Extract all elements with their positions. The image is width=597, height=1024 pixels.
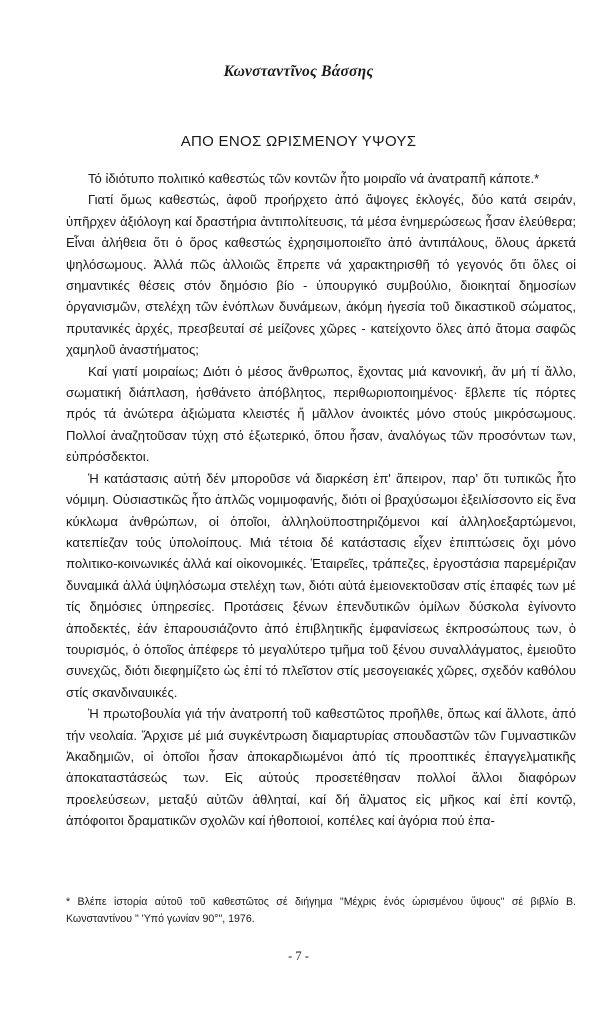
author-name: Κωνσταντῖνος Βάσσης — [223, 63, 374, 80]
paragraph: Τό ἰδιότυπο πολιτικό καθεστώς τῶν κοντῶν ἦτο μοιραῖο νά ἀνατραπῆ κάποτε.* — [88, 171, 540, 186]
paragraph: Ἡ πρωτοβουλία γιά τήν ἀνατροπή τοῦ καθεστῶτος προῆλθε, ὅπως καί ἄλλοτε, ἀπό τήν νεολαία. Ἄρχισε μέ μιά συγκέντρωση διαμαρτυρίας σπουδαστῶν τῶν Γυμναστικῶν Ἀκαδημιῶν, οἱ ὁποῖοι ἦσαν ἀποκαρδιωμένοι ἀπό τίς προοπτικές ἐπαγγελματικῆς ἀποκαταστάσεώς των. Εἰς αὐτούς προσετέθησαν πολλοί ἄλλοι διαφόρων προελεύσεων, μεταξύ αὐτῶν ἀθληταί, καί δή ἅλματος εἰς μῆκος καί ἐπί κοντῷ, ἀπόφοιτοι δραματικῶν σχολῶν καί ἠθοποιοί, κοπέλες καί ἀγόρια πού ἐπα- — [66, 706, 576, 829]
paragraph: Καί γιατί μοιραίως; Διότι ὁ μέσος ἄνθρωπος, ἔχοντας μιά κανονική, ἄν μή τί ἄλλο, σωματική διάπλαση, ἠσθάνετο ἀπόβλητος, περιθωριοποιημένος· ἔβλεπε τίς πόρτες πρός τά ἀνώτερα ἀξιώματα κλειστές ἤ μᾶλλον ἀνοικτές μόνο στούς μικρόσωμους. Πολλοί ἀναζητοῦσαν τύχη στό ἐξωτερικό, ὅπου ἦσαν, ἀναλόγως τῶν προσόντων των, εὐπρόσδεκτοι. — [66, 363, 576, 465]
footnote: * Βλέπε ἱστορία αὐτοῦ τοῦ καθεστῶτος σέ διήγημα "Μέχρις ἑνός ὡρισμένου ὕψους" σέ βιβλίο Β. Κωνσταντίνου " 'Υπό γωνίαν 90°", 1976. — [66, 896, 576, 925]
paragraph: Ἡ κατάστασις αὐτή δέν μποροῦσε νά διαρκέση ἐπ' ἄπειρον, παρ' ὅτι τυπικῶς ἦτο νόμιμη. Οὐσιαστικῶς ἦτο ἁπλῶς νομιμοφανής, διότι οἱ βραχύσωμοι ἐξειλίσσοντο εἰς ἕνα κύκλωμα ἀνθρώπων, οἱ ὁποῖοι, ἀλληλοϋποστηριζόμενοι καί ἀλληλοεξαρτώμενοι, κατεπίεζαν τούς ὑπολοίπους. Μιά τέτοια δέ κατάστασις εἶχεν ἐπιπτώσεις ὄχι μόνο πολιτικο-κοινωνικές ἀλλά καί οἰκονομικές. Ἑταιρεῖες, τράπεζες, ἐργοστάσια παρεμέριζαν δυναμικά ἀλλά ὑψηλόσωμα στελέχη των, διότι αὐτά ἐμειονεκτοῦσαν στίς ἐπαφές των μέ τίς δημόσιες ὑπηρεσίες. Προτάσεις ξένων ἐπενδυτικῶν ὁμίλων δύσκολα ἐγίνοντο ἀποδεκτές, ἐάν ἐπαρουσιάζοντο ἀπό ἐπιβλητικῆς ἐμφανίσεως ἐκπροσώπους των, ὁ τουρισμός, ὁ ὁποῖος ἀπέφερε τό μεγαλύτερο τμῆμα τοῦ ξένου συναλλάγματος, ἐμειοῦτο συνεχῶς, διότι διεφημίζετο ὡς ἐπί τό πλεῖστον στίς μεσογειακές χῶρες, σχεδόν καθόλου στίς σκανδιναυικές. — [66, 470, 576, 700]
body-text — [66, 168, 576, 832]
page-number: - 7 - — [288, 949, 309, 963]
paragraph: Γιατί ὅμως καθεστώς, ἀφοῦ προήρχετο ἀπό ἄψογες ἐκλογές, δύο κατά σειράν, ὑπῆρχεν ἀξιόλογη καί δραστήρια ἀντιπολίτευσις, τά μέσα ἐνημερώσεως ἦσαν ἐλεύθερα; Εἶναι ἀλήθεια ὅτι ὁ ὅρος καθεστώς ἐχρησιμοποιεῖτο ἀπό ἀντιπάλους, ὅλους ἀρκετά ψηλόσωμους. Ἀλλά πῶς ἀλλοιῶς ἔπρεπε νά χαρακτηρισθῆ τό γεγονός ὅτι ὅλες οἱ σημαντικές θέσεις στόν δημόσιο βίο - ὑπουργικό συμβούλιο, διοικηταί δημοσίων ὀργανισμῶν, στελέχη τῶν ἐνόπλων δυνάμεων, ἀκόμη ἡγεσία τοῦ δικαστικοῦ σώματος, πρυτανικές ἀρχές, πρεσβευταί σέ μείζονες χῶρες - κατείχοντο ὅλες ἀπό ἄτομα σαφῶς χαμηλοῦ ἀναστήματος; — [66, 192, 576, 358]
story-title: ΑΠΟ ΕΝΟΣ ΩΡΙΣΜΕΝΟΥ ΥΨΟΥΣ — [180, 133, 417, 150]
